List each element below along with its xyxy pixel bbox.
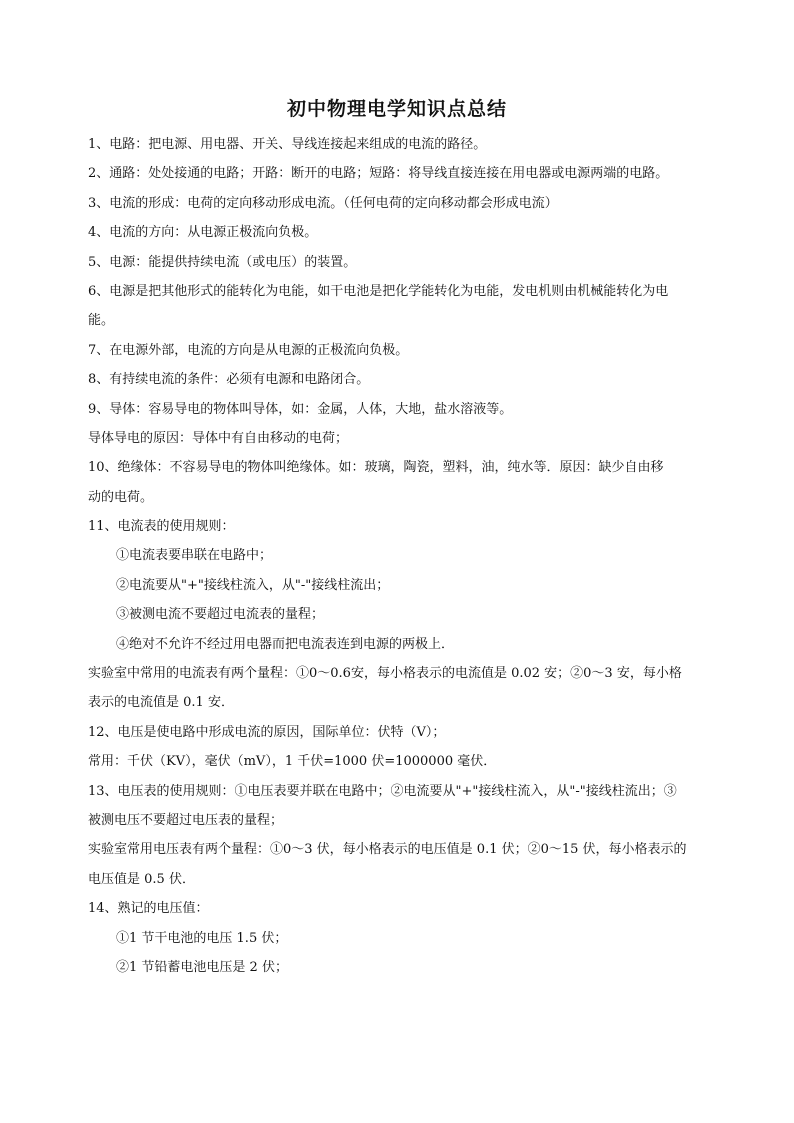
text-line: 2、通路：处处接通的电路；开路：断开的电路；短路：将导线直接连接在用电器或电源两端的电路。	[88, 166, 669, 182]
text-line: 1、电路：把电源、用电器、开关、导线连接起来组成的电流的路径。	[88, 137, 487, 152]
text-line: 6、电源是把其他形式的能转化为电能，如干电池是把化学能转化为电能，发电机则由机械能转化为电	[88, 283, 669, 299]
text-line: 动的电荷。	[88, 489, 154, 505]
text-line: 14、熟记的电压值：	[88, 901, 209, 917]
text-line: ②电流要从"+"接线柱流入，从"-"接线柱流出；	[116, 577, 390, 593]
text-line: 导体导电的原因：导体中有自由移动的电荷；	[88, 430, 349, 446]
page-title: 初中物理电学知识点总结	[286, 98, 507, 120]
document-body	[88, 130, 710, 982]
text-line: 12、电压是使电路中形成电流的原因，国际单位：伏特（V）；	[88, 724, 446, 740]
text-line: ④绝对不允许不经过用电器而把电流表连到电源的两极上．	[116, 636, 455, 652]
text-line: 11、电流表的使用规则：	[88, 519, 235, 535]
text-line: ①1 节干电池的电压 1.5 伏；	[116, 930, 288, 946]
text-line: 常用：千伏（KV），毫伏（mV），1 千伏=1000 伏=1000000 毫伏．	[88, 754, 497, 770]
text-line: 实验室中常用的电流表有两个量程：①0～0.6安，每小格表示的电流值是 0.02 安；②0～3 安，每小格	[88, 666, 682, 682]
text-line: 7、在电源外部，电流的方向是从电源的正极流向负极。	[88, 342, 409, 358]
text-line: ②1 节铅蓄电池电压是 2 伏；	[116, 959, 288, 975]
text-line: 实验室常用电压表有两个量程：①0～3 伏，每小格表示的电压值是 0.1 伏；②0～15 伏，每小格表示的	[88, 842, 687, 858]
text-line: 表示的电流值是 0.1 安．	[88, 695, 234, 711]
text-line: 电压值是 0.5 伏．	[88, 871, 195, 887]
text-line: 3、电流的形成：电荷的定向移动形成电流。（任何电荷的定向移动都会形成电流）	[88, 195, 558, 211]
text-line: 5、电源：能提供持续电流（或电压）的装置。	[88, 254, 357, 270]
text-line: 10、绝缘体：不容易导电的物体叫绝缘体。如：玻璃，陶瓷，塑料，油，纯水等．原因：缺少自由移	[88, 460, 664, 476]
text-line: ①电流表要串联在电路中；	[116, 548, 273, 564]
text-line: 能。	[88, 313, 115, 329]
text-line: 8、有持续电流的条件：必须有电源和电路闭合。	[88, 372, 370, 388]
text-line: 13、电压表的使用规则：①电压表要并联在电路中；②电流要从"+"接线柱流入，从"-"接线柱流出；③	[88, 783, 677, 799]
text-line: 9、导体：容易导电的物体叫导体，如：金属，人体，大地，盐水溶液等。	[88, 401, 513, 417]
text-line: 4、电流的方向：从电源正极流向负极。	[88, 225, 318, 241]
text-line: 被测电压不要超过电压表的量程；	[88, 812, 284, 828]
text-line: ③被测电流不要超过电流表的量程；	[116, 607, 325, 623]
